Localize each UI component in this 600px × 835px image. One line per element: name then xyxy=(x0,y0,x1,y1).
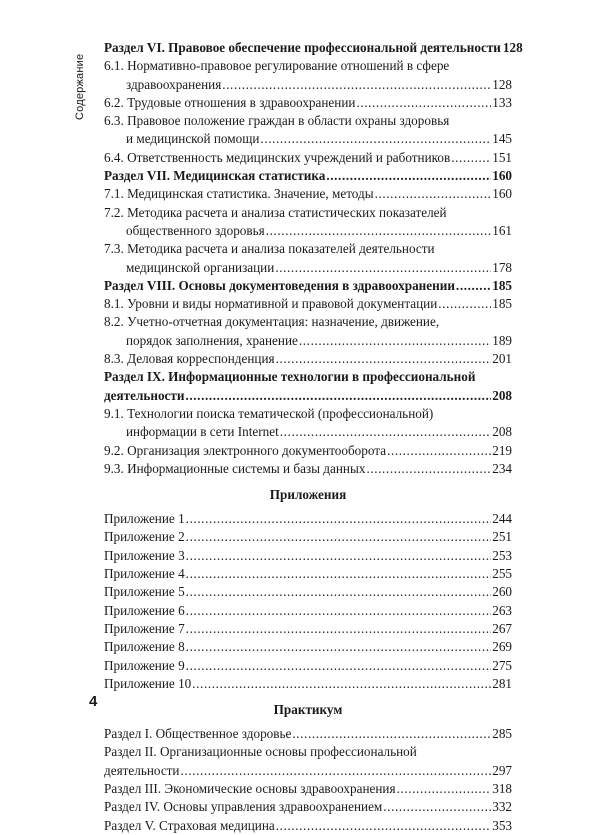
toc-entry xyxy=(104,167,512,185)
toc-entry-title: Приложение 6 xyxy=(104,602,185,618)
toc-entry xyxy=(104,583,512,601)
dot-leader xyxy=(375,185,492,203)
toc-appendices-list xyxy=(104,510,512,693)
dot-leader xyxy=(186,547,492,565)
toc-page-number: 185 xyxy=(492,296,512,312)
dot-leader xyxy=(186,583,492,601)
toc-entry-title: 8.1. Уровни и виды нормативной и правовой документации xyxy=(104,296,438,312)
page-number: 4 xyxy=(89,693,98,710)
dot-leader xyxy=(266,222,492,240)
dot-leader xyxy=(397,780,492,798)
toc-entry xyxy=(104,405,512,442)
toc-entry-continuation: общественного здоровья xyxy=(126,222,265,238)
toc-entry-continuation: порядок заполнения, хранение xyxy=(126,332,298,348)
toc-entry-title: 6.1. Нормативно-правовое регулирование отношений в сфере xyxy=(104,58,450,74)
toc-entry-title: 6.3. Правовое положение граждан в области охраны здоровья xyxy=(104,113,450,129)
toc-entry-continuation: деятельности xyxy=(104,387,185,403)
toc-page-number: 253 xyxy=(492,547,512,563)
toc-page-number: 151 xyxy=(492,149,512,165)
dot-leader xyxy=(186,638,492,656)
toc-entry-title: Приложение 2 xyxy=(104,529,185,545)
toc-entry xyxy=(104,112,512,149)
dot-leader xyxy=(456,277,491,295)
dot-leader xyxy=(280,423,491,441)
dot-leader xyxy=(383,798,491,816)
dot-leader xyxy=(186,510,492,528)
toc-entry xyxy=(104,240,512,277)
dot-leader xyxy=(276,350,492,368)
toc-entry-title: 8.2. Учетно-отчетная документация: назначение, движение, xyxy=(104,314,440,330)
table-of-contents xyxy=(104,39,523,835)
toc-entry xyxy=(104,565,512,583)
toc-entry xyxy=(104,57,512,94)
toc-entry xyxy=(104,675,512,693)
toc-page-number: 251 xyxy=(492,529,512,545)
toc-page-number: 161 xyxy=(492,222,512,238)
toc-entry-title: 9.2. Организация электронного документооборота xyxy=(104,442,387,458)
toc-entry xyxy=(104,350,512,368)
toc-entry-title: Раздел IV. Основы управления здравоохранением xyxy=(104,799,383,815)
toc-entry-title: Приложение 4 xyxy=(104,566,185,582)
toc-entry-title: Приложение 9 xyxy=(104,657,185,673)
toc-page-number: 208 xyxy=(492,387,512,403)
toc-page-number: 160 xyxy=(492,186,512,202)
dot-leader xyxy=(222,76,491,94)
toc-entry xyxy=(104,185,512,203)
toc-entry-title: Раздел II. Организационные основы профессиональной xyxy=(104,744,417,760)
toc-page-number: 160 xyxy=(492,168,512,184)
toc-entry-title: Раздел VIII. Основы документоведения в здравоохранении xyxy=(104,277,455,293)
dot-leader xyxy=(186,620,492,638)
toc-entry xyxy=(104,204,512,241)
toc-page-number: 185 xyxy=(492,277,512,293)
toc-entry xyxy=(104,442,512,460)
dot-leader xyxy=(275,259,491,277)
toc-entry xyxy=(104,657,512,675)
toc-page-number: 128 xyxy=(492,76,512,92)
toc-entry-title: Приложение 3 xyxy=(104,547,185,563)
toc-entry-continuation: деятельности xyxy=(104,762,180,778)
toc-page-number: 318 xyxy=(492,780,512,796)
dot-leader xyxy=(186,657,492,675)
toc-entry-continuation: здравоохранения xyxy=(126,76,222,92)
toc-entry-continuation: и медицинской помощи xyxy=(126,131,260,147)
dot-leader xyxy=(186,528,492,546)
toc-page-number: 128 xyxy=(502,40,523,55)
toc-entry-continuation: медицинской организации xyxy=(126,259,275,275)
toc-page-number: 201 xyxy=(492,351,512,367)
toc-entry-title: Приложение 8 xyxy=(104,639,185,655)
toc-practicum-list xyxy=(104,725,512,835)
toc-page-number: 234 xyxy=(492,460,512,476)
toc-entry-title: 9.3. Информационные системы и базы данных xyxy=(104,460,366,476)
toc-page-number: 255 xyxy=(492,566,512,582)
dot-leader xyxy=(292,725,491,743)
toc-page-number: 275 xyxy=(492,657,512,673)
toc-entry-title: Приложение 5 xyxy=(104,584,185,600)
toc-entry-continuation: информации в сети Internet xyxy=(126,424,279,440)
toc-entry-title: 7.1. Медицинская статистика. Значение, методы xyxy=(104,186,374,202)
dot-leader xyxy=(276,817,491,835)
dot-leader xyxy=(438,295,491,313)
running-head-side xyxy=(72,50,92,150)
toc-entry-title: 6.2. Трудовые отношения в здравоохранении xyxy=(104,94,356,110)
toc-page-number: 263 xyxy=(492,602,512,618)
toc-entry-title: 6.4. Ответственность медицинских учреждений и работников xyxy=(104,149,451,165)
toc-main-list xyxy=(104,39,523,478)
toc-entry-title: Приложение 1 xyxy=(104,511,185,527)
toc-entry xyxy=(104,620,512,638)
dot-leader xyxy=(451,149,491,167)
toc-entry xyxy=(104,743,512,780)
toc-entry-title: Раздел VI. Правовое обеспечение профессиональной деятельности xyxy=(104,40,501,55)
dot-leader xyxy=(186,602,492,620)
toc-entry xyxy=(104,528,512,546)
toc-entry-title: Раздел V. Страховая медицина xyxy=(104,817,275,833)
toc-page-number: 267 xyxy=(492,620,512,636)
dot-leader xyxy=(356,94,491,112)
toc-entry xyxy=(104,547,512,565)
toc-entry-title: Раздел VII. Медицинская статистика xyxy=(104,168,326,184)
dot-leader xyxy=(185,387,491,405)
toc-entry-title: Раздел III. Экономические основы здравоохранения xyxy=(104,780,396,796)
dot-leader xyxy=(260,130,491,148)
toc-page-number: 133 xyxy=(492,94,512,110)
toc-page-number: 332 xyxy=(492,799,512,815)
dot-leader xyxy=(299,332,491,350)
dot-leader xyxy=(387,442,491,460)
toc-page-number: 178 xyxy=(492,259,512,275)
dot-leader xyxy=(192,675,491,693)
appendices-heading: Приложения xyxy=(269,487,347,503)
toc-entry-title: 7.3. Методика расчета и анализа показателей деятельности xyxy=(104,241,435,257)
toc-entry xyxy=(104,368,512,405)
toc-entry xyxy=(104,817,512,835)
toc-page-number: 353 xyxy=(492,817,512,833)
toc-entry xyxy=(104,510,512,528)
toc-entry xyxy=(104,277,512,295)
toc-entry-title: Раздел IX. Информационные технологии в профессиональной xyxy=(104,369,476,385)
toc-entry-title: 9.1. Технологии поиска тематической (профессиональной) xyxy=(104,405,434,421)
practicum-heading: Практикум xyxy=(273,702,343,718)
toc-entry xyxy=(104,638,512,656)
toc-entry xyxy=(104,798,512,816)
toc-entry xyxy=(104,725,512,743)
toc-entry xyxy=(104,94,512,112)
toc-entry-title: Раздел I. Общественное здоровье xyxy=(104,726,292,742)
toc-entry-title: 8.3. Деловая корреспонденция xyxy=(104,351,275,367)
toc-page-number: 297 xyxy=(492,762,512,778)
dot-leader xyxy=(366,460,491,478)
dot-leader xyxy=(181,762,492,780)
toc-entry-title: 7.2. Методика расчета и анализа статистических показателей xyxy=(104,204,447,220)
toc-entry-title: Приложение 10 xyxy=(104,675,192,691)
toc-entry xyxy=(104,39,523,57)
toc-page-number: 244 xyxy=(492,511,512,527)
toc-entry-title: Приложение 7 xyxy=(104,620,185,636)
toc-page-number: 285 xyxy=(492,726,512,742)
toc-page-number: 281 xyxy=(492,675,512,691)
toc-entry xyxy=(104,313,512,350)
toc-page-number: 269 xyxy=(492,639,512,655)
toc-entry xyxy=(104,780,512,798)
toc-page-number: 260 xyxy=(492,584,512,600)
toc-entry xyxy=(104,295,512,313)
toc-page-number: 189 xyxy=(492,332,512,348)
toc-page-number: 145 xyxy=(492,131,512,147)
side-label-text: Содержание xyxy=(74,53,86,120)
toc-entry xyxy=(104,602,512,620)
dot-leader xyxy=(326,167,491,185)
toc-page-number: 208 xyxy=(492,424,512,440)
toc-page-number: 219 xyxy=(492,442,512,458)
toc-entry xyxy=(104,149,512,167)
toc-entry xyxy=(104,460,512,478)
dot-leader xyxy=(186,565,492,583)
